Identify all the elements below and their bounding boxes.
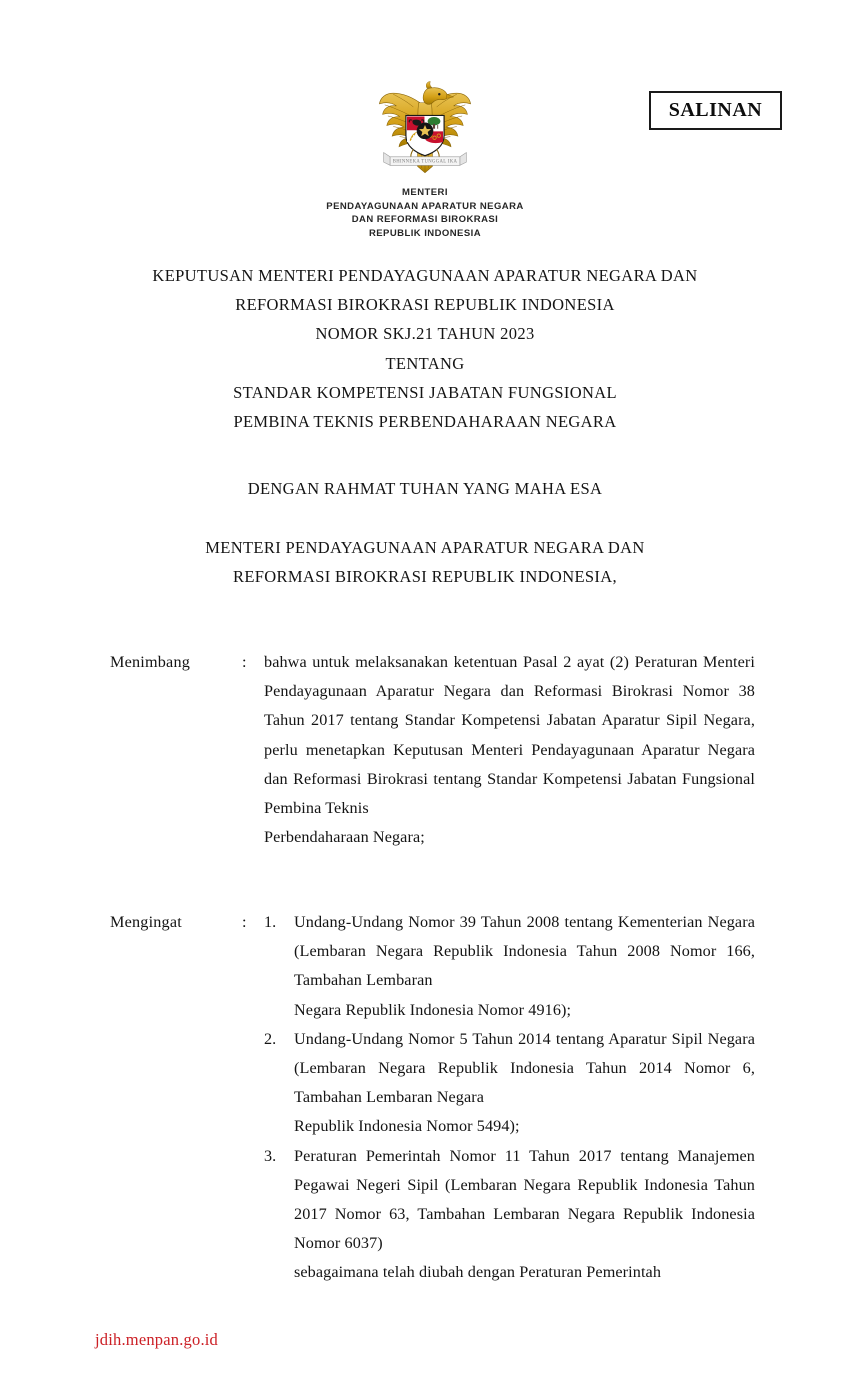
list-item-text [294, 908, 755, 1025]
invocation-line: DENGAN RAHMAT TUHAN YANG MAHA ESA [247, 479, 603, 498]
svg-text:BHINNEKA TUNGGAL IKA: BHINNEKA TUNGGAL IKA [392, 159, 458, 165]
ministry-header [0, 186, 850, 240]
list-item-text [294, 1142, 755, 1288]
clause-colon: : [242, 913, 247, 931]
clause-body-mengingat [264, 908, 755, 1288]
ministry-header-line: PENDAYAGUNAAN APARATUR NEGARA [326, 200, 524, 212]
list-item [264, 908, 755, 1025]
salinan-stamp-box [649, 91, 782, 130]
footer-watermark: jdih.menpan.go.id [95, 1330, 219, 1349]
clause-paragraph-tail: Perbendaharaan Negara; [264, 828, 425, 847]
list-item-tail: sebagaimana telah diubah dengan Peraturan Pemerintah [294, 1263, 662, 1282]
list-item-body: Undang-Undang Nomor 5 Tahun 2014 tentang Aparatur Sipil Negara (Lembaran Negara Republik Indonesia Tahun 2014 Nomor 6, Tambahan Lembaran Negara [294, 1029, 755, 1107]
invocation-block [0, 474, 850, 503]
list-item-tail: Negara Republik Indonesia Nomor 4916); [294, 1000, 572, 1019]
title-about-line: TENTANG [385, 353, 465, 373]
list-item-body: Undang-Undang Nomor 39 Tahun 2008 tentang Kementerian Negara (Lembaran Negara Republik Indonesia Tahun 2008 Nomor 166, Tambahan Lembaran [294, 913, 755, 990]
clause-menimbang [110, 648, 755, 852]
document-number-line: NOMOR SKJ.21 TAHUN 2023 [315, 324, 535, 344]
title-subject-line: STANDAR KOMPETENSI JABATAN FUNGSIONAL [233, 382, 617, 402]
title-line: REFORMASI BIROKRASI REPUBLIK INDONESIA [235, 295, 615, 315]
list-item [264, 1142, 755, 1288]
title-line: KEPUTUSAN MENTERI PENDAYAGUNAAN APARATUR NEGARA DAN [152, 266, 698, 285]
ministry-header-line: DAN REFORMASI BIROKRASI [351, 214, 499, 225]
issuing-authority-block [0, 533, 850, 591]
ministry-header-line: MENTERI [402, 187, 448, 198]
salinan-stamp-label: SALINAN [668, 99, 763, 121]
legal-basis-list [264, 908, 755, 1288]
list-item-marker: 2. [264, 1029, 277, 1048]
document-title-block [0, 261, 850, 436]
clause-body-menimbang [264, 648, 755, 852]
list-item-marker: 3. [264, 1146, 277, 1165]
title-subject-line: PEMBINA TEKNIS PERBENDAHARAAN NEGARA [233, 412, 617, 432]
list-item-marker: 1. [264, 913, 277, 931]
clause-mengingat [110, 908, 755, 1288]
clause-colon: : [242, 653, 247, 671]
clause-label-menimbang: Menimbang [110, 653, 191, 671]
clause-paragraph: bahwa untuk melaksanakan ketentuan Pasal 2 ayat (2) Peraturan Menteri Pendayagunaan Aparatur Negara dan Reformasi Birokrasi Nomor 38 Tahun 2017 tentang Standar Kompetensi Jabatan Aparatur Sipil Negara, perlu menetapkan Keputusan Menteri Pendayagunaan Aparatur Negara dan Reformasi Birokrasi tentang Standar Kompetensi Jabatan Fungsional Pembina Teknis [264, 653, 755, 818]
clause-label-mengingat: Mengingat [110, 913, 182, 931]
list-item-body: Peraturan Pemerintah Nomor 11 Tahun 2017 tentang Manajemen Pegawai Negeri Sipil (Lembaran Negara Republik Indonesia Tahun 2017 Nomor 63, Tambahan Lembaran Negara Republik Indonesia Nomor 6037) [294, 1146, 755, 1253]
list-item-text [294, 1025, 755, 1142]
list-item [264, 1025, 755, 1142]
garuda-pancasila-emblem [372, 72, 478, 178]
list-item-tail: Republik Indonesia Nomor 5494); [294, 1117, 520, 1136]
authority-line: REFORMASI BIROKRASI REPUBLIK INDONESIA, [232, 567, 617, 587]
ministry-header-line: REPUBLIK INDONESIA [368, 227, 482, 239]
authority-line: MENTERI PENDAYAGUNAAN APARATUR NEGARA DAN [205, 538, 645, 557]
